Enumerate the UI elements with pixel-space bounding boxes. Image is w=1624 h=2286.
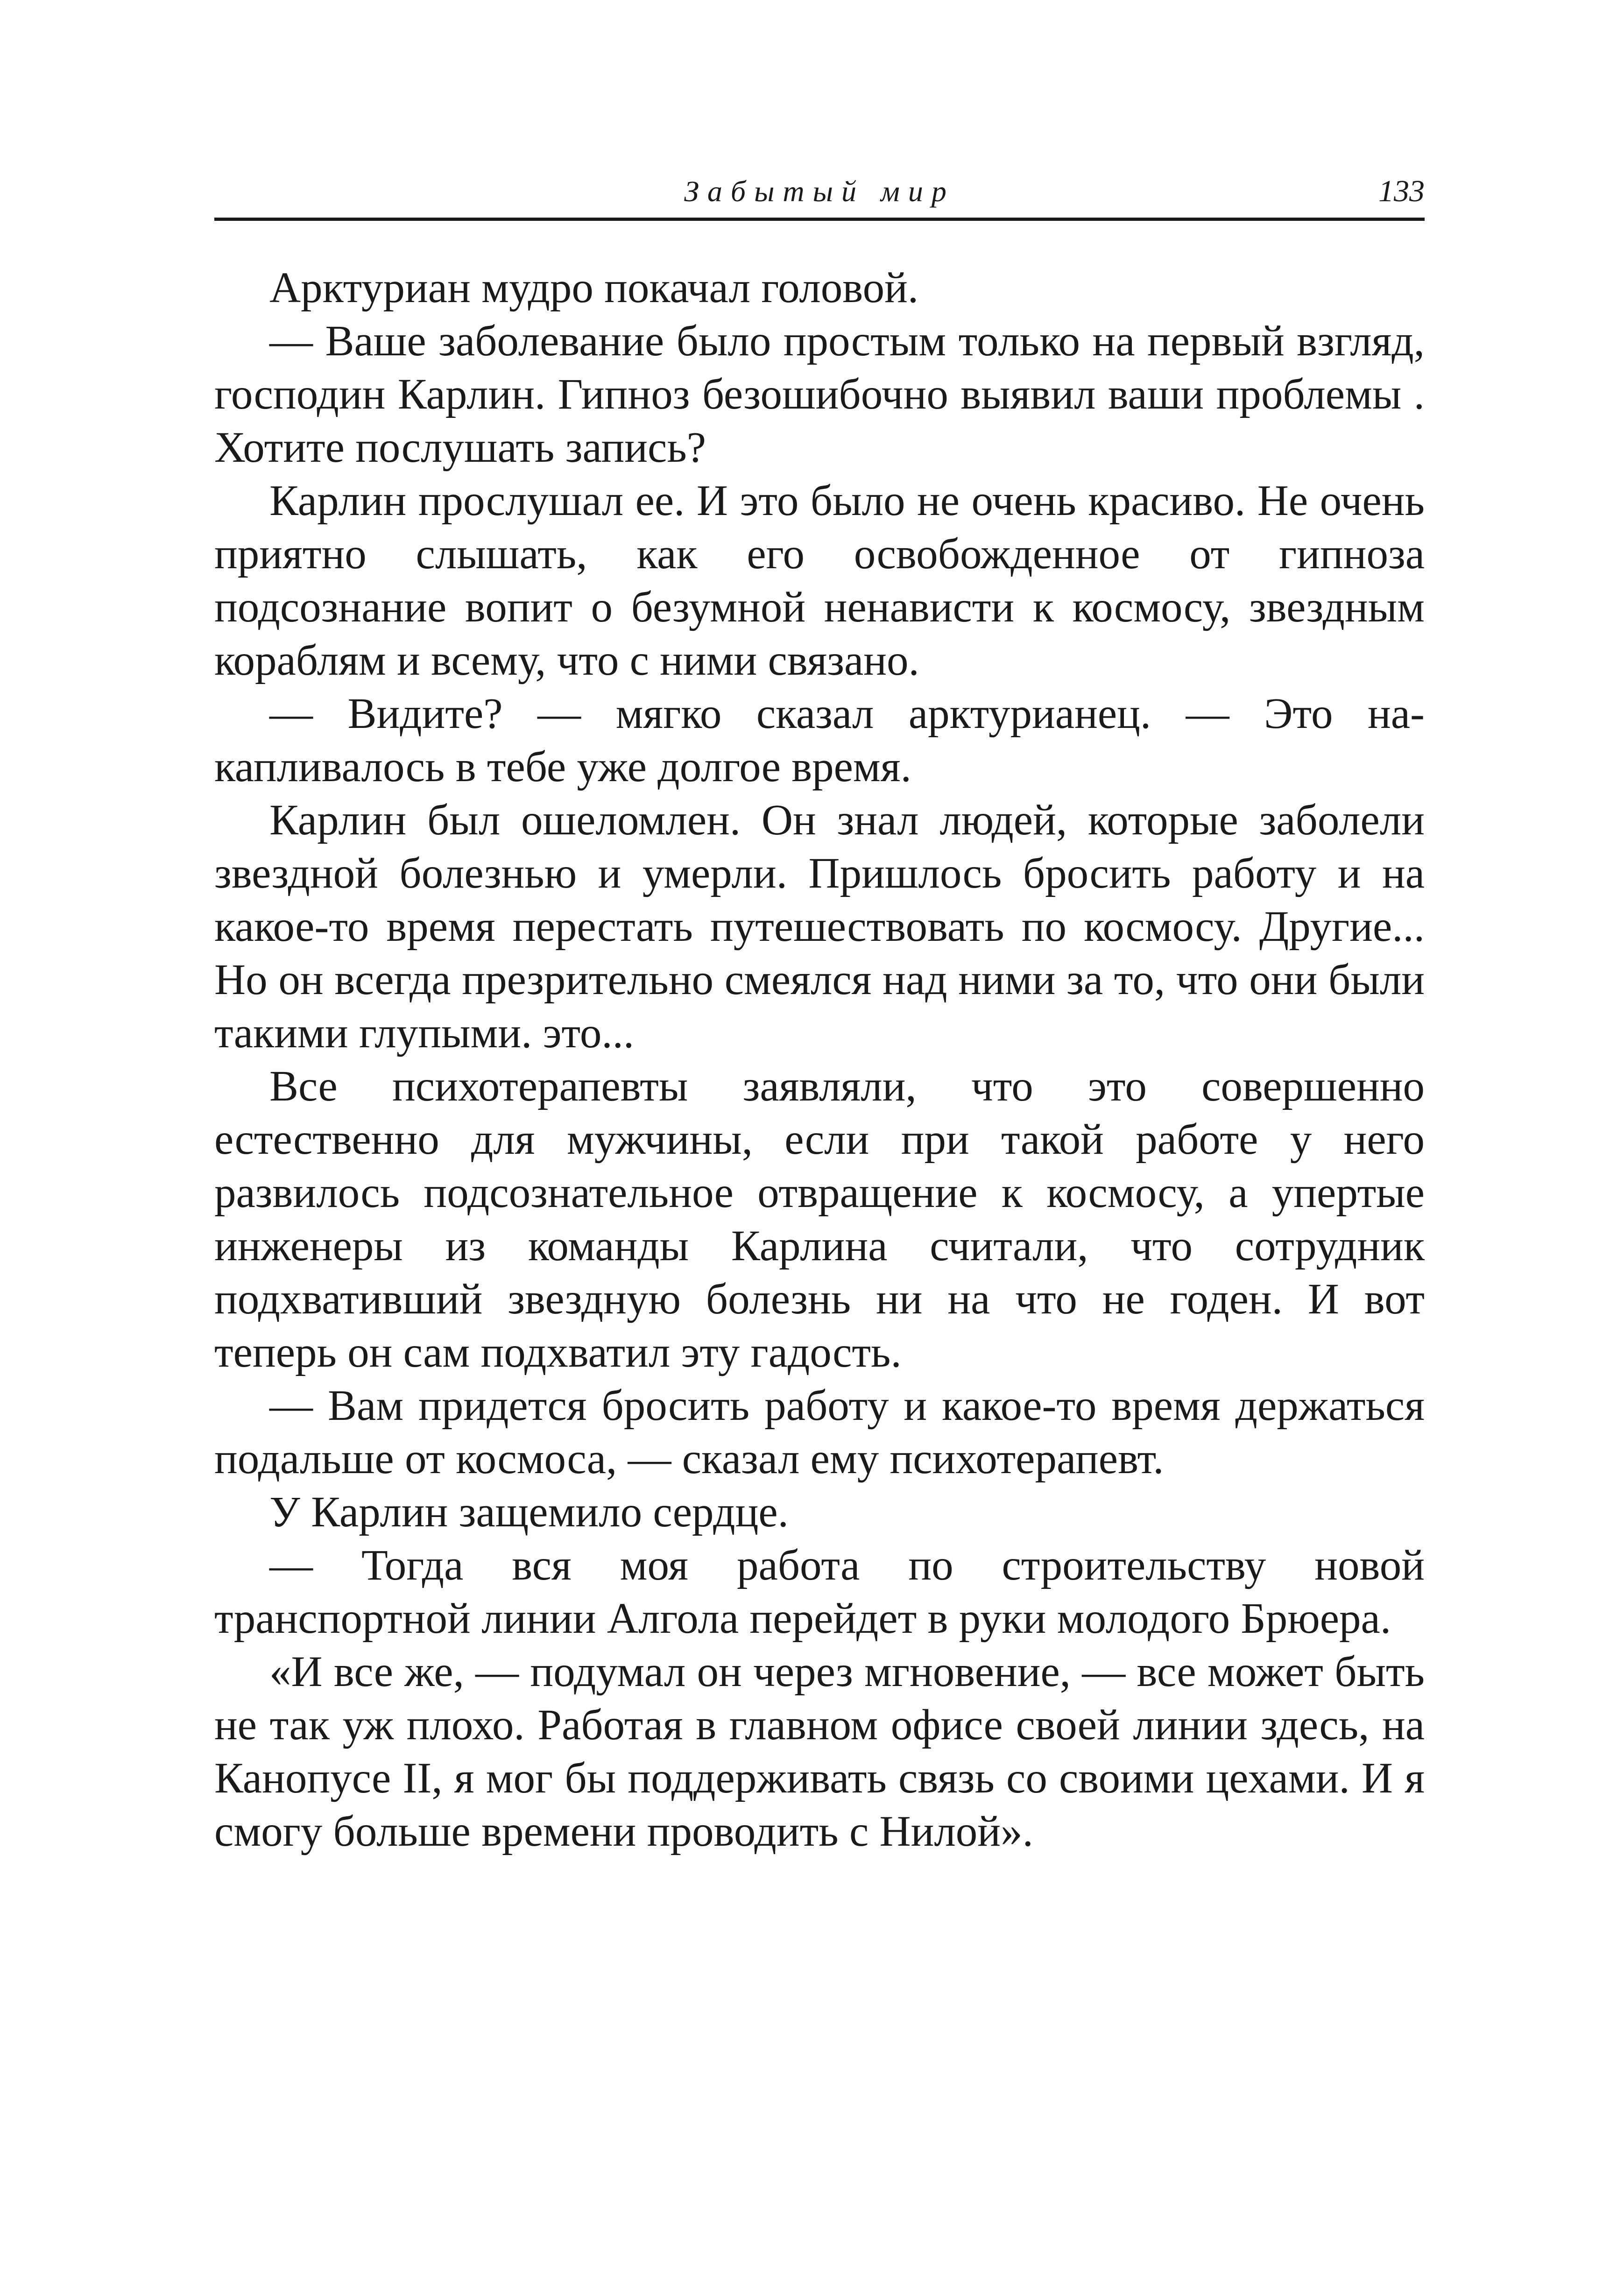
- paragraph: — Ваше заболевание было простым только на первый взгляд, господин Карлин. Гипноз безошибочно выявил ваши проблемы . Хотите послушать запись?: [214, 317, 1425, 472]
- running-head: [214, 168, 1425, 215]
- paragraph: Карлин прослушал ее. И это было не очень красиво. Не очень приятно слышать, как его освобожденное от гипноза подсознание вопит о безумной ненависти к космосу, звездным кораблям и всему, что с ними связано.: [214, 477, 1425, 684]
- paragraph: Карлин был ошеломлен. Он знал людей, которые заболели звездной болезнью и умерли. Пришлось бросить работу и на какое-то время перестать путешествовать по космосу. Другие... Но он всегда презрительно смеялся над ними за то, что они были такими глупыми. это...: [214, 796, 1425, 1057]
- body-text: [214, 261, 1425, 1858]
- paragraph: — Тогда вся моя работа по строительству новой транспортной линии Алгола перейдет в руки молодого Брюера.: [214, 1541, 1425, 1643]
- paragraph: — Вам придется бросить работу и какое-то время держаться подальше от космоса, — сказал ему психотерапевт.: [214, 1382, 1425, 1483]
- paragraph: Арктуриан мудро покачал головой.: [269, 264, 919, 312]
- paragraph: Все психотерапевты заявляли, что это совершенно естественно для мужчины, если при такой работе у него развилось подсознательное отвращение к космосу, а упертые инженеры из команды Карлина считали, что сотрудник подхвативший звездную болезнь ни на что не годен. И вот теперь он сам подхватил эту гадость.: [214, 1062, 1425, 1376]
- paragraph: У Карлин защемило сердце.: [269, 1488, 789, 1536]
- running-head-title: Забытый мир: [684, 175, 955, 208]
- page-number: 133: [1378, 174, 1425, 208]
- header-rule: [214, 218, 1425, 221]
- paragraph: «И все же, — подумал он через мгновение, — все может быть не так уж плохо. Работая в главном офисе своей линии здесь, на Канопусе II, я мог бы поддерживать связь со своими цехами. И я смогу больше времени проводить с Нилой».: [214, 1648, 1425, 1856]
- paragraph: — Видите? — мягко сказал арктурианец. — Это накапливалось в тебе уже долгое время.: [214, 690, 1425, 791]
